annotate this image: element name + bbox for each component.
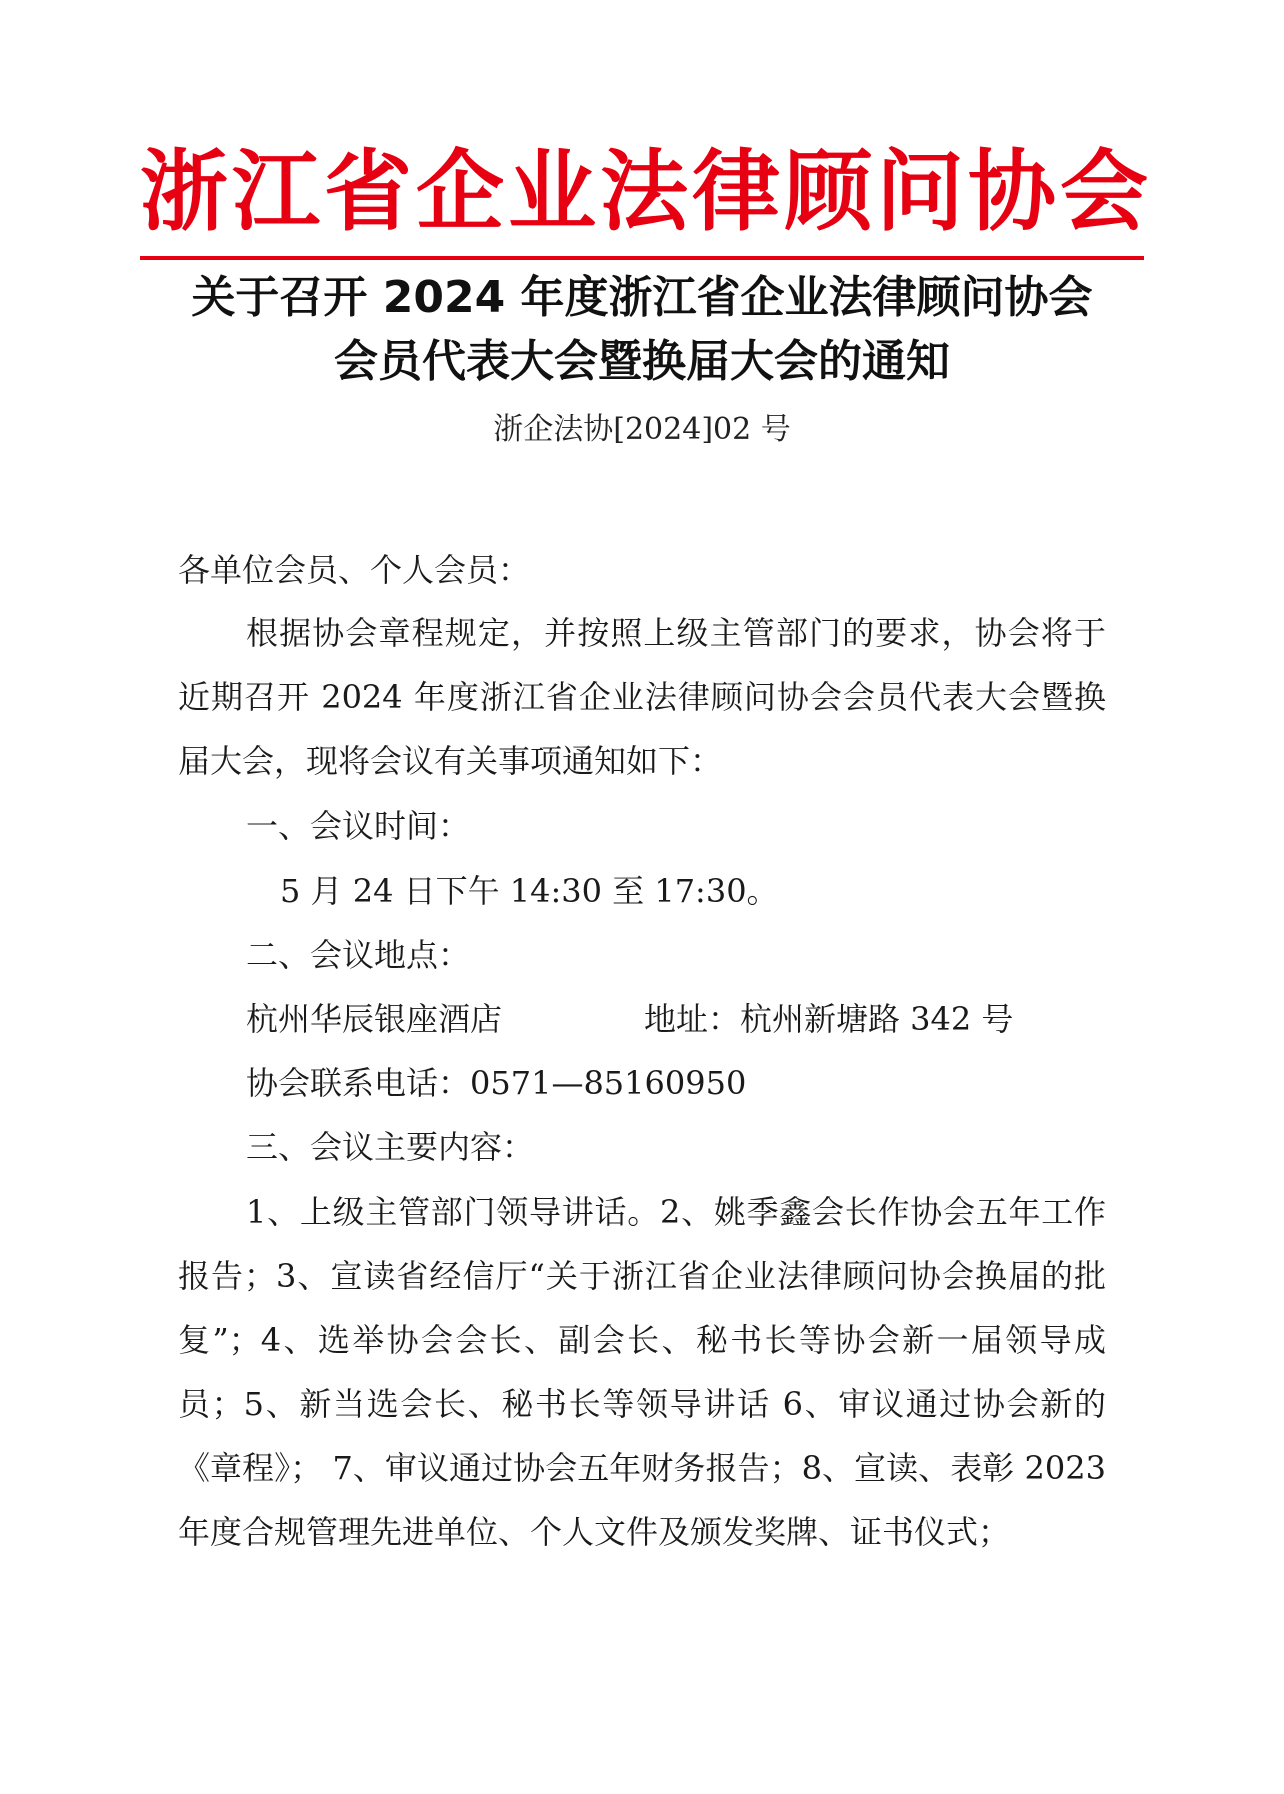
header-red-rule <box>140 256 1144 260</box>
intro-paragraph: 根据协会章程规定，并按照上级主管部门的要求，协会将于近期召开 2024 年度浙江省企业法律顾问协会会员代表大会暨换届大会，现将会议有关事项通知如下： <box>178 614 1106 780</box>
document-title-line-1: 关于召开 2024 年度浙江省企业法律顾问协会 <box>191 272 1093 323</box>
document-number: 浙企法协[2024]02 号 <box>493 412 791 447</box>
venue-name: 杭州华辰银座酒店 <box>246 1000 503 1038</box>
section-1-heading: 一、会议时间： <box>246 807 471 845</box>
venue-address: 地址：杭州新塘路 342 号 <box>644 1000 1014 1038</box>
document-title <box>100 266 1184 394</box>
organization-header: 浙江省企业法律顾问协会 <box>140 140 1153 243</box>
salutation: 各单位会员、个人会员： <box>178 551 531 589</box>
meeting-time: 5 月 24 日下午 14:30 至 17:30。 <box>280 872 779 910</box>
contact-phone: 协会联系电话：0571—85160950 <box>246 1064 747 1102</box>
section-2-heading: 二、会议地点： <box>246 936 471 974</box>
agenda-paragraph: 1、上级主管部门领导讲话。2、姚季鑫会长作协会五年工作报告；3、宣读省经信厅“关于浙江省企业法律顾问协会换届的批复”；4、选举协会会长、副会长、秘书长等协会新一届领导成员；5、新当选会长、秘书长等领导讲话 6、审议通过协会新的《章程》； 7、审议通过协会五年财务报告；8、宣读、表彰 2023 年度合规管理先进单位、个人文件及颁发奖牌、证书仪式； <box>178 1193 1106 1551</box>
section-3-heading: 三、会议主要内容： <box>246 1128 535 1166</box>
meeting-venue-line <box>246 987 1174 1051</box>
document-title-line-2: 会员代表大会暨换届大会的通知 <box>334 336 950 387</box>
